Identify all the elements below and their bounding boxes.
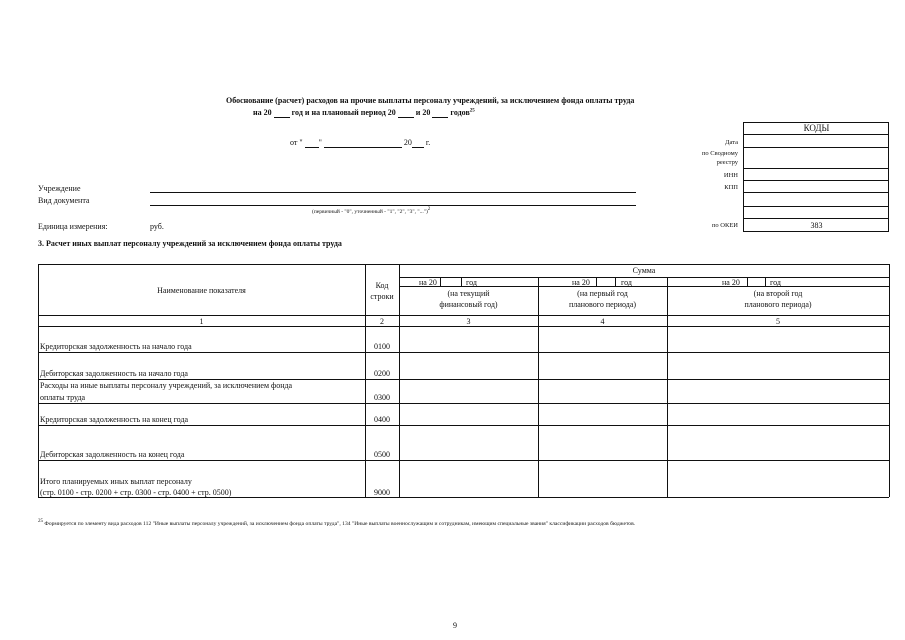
date-day-blank[interactable] [305, 138, 319, 148]
codes-label-date: Дата [725, 139, 738, 146]
footnote-ref: 25 [469, 108, 475, 114]
codes-header: КОДЫ [803, 123, 830, 133]
col-header-code-2: строки [370, 292, 394, 301]
year-blank-2[interactable] [398, 108, 414, 118]
doc-type-label: Вид документа [38, 196, 90, 205]
year2-desc2: планового периода) [568, 300, 637, 309]
row-0500-name: Дебиторская задолженность на конец года [40, 450, 185, 459]
row-0300-code: 0300 [374, 393, 390, 402]
section-title: 3. Расчет иных выплат персоналу учреждений за исключением фонда оплаты труда [38, 239, 342, 248]
row-9000-name-1: Итого планируемых иных выплат персоналу [40, 477, 192, 486]
institution-label: Учреждение [38, 184, 81, 193]
subtitle-part3: и 20 [415, 108, 431, 117]
codes-label-inn: ИНН [723, 172, 738, 179]
footnote [38, 519, 635, 527]
year2-desc1: (на первый год [577, 289, 628, 298]
row-0200-name: Дебиторская задолженность на начало года [40, 369, 188, 378]
doc-type-hint-sup: 2 [427, 207, 431, 212]
page-subtitle [253, 108, 475, 118]
year3-desc2: планового периода) [744, 300, 812, 309]
row-0400-name: Кредиторская задолженность на конец года [40, 415, 189, 424]
col-header-sum: Сумма [632, 266, 656, 275]
unit-label: Единица измерения: [38, 222, 108, 231]
year1-suffix: год [466, 278, 477, 287]
date-quote: " [318, 138, 322, 147]
date-year-prefix: 20 [403, 138, 412, 147]
date-year-suffix: г. [425, 138, 431, 147]
date-month-blank[interactable] [324, 138, 402, 148]
col-header-code-1: Код [375, 281, 389, 290]
row-9000-code: 9000 [374, 488, 390, 497]
codes-label-okei: по ОКЕИ [711, 222, 738, 229]
year3-suffix: год [770, 278, 781, 287]
page-number: 9 [453, 621, 457, 630]
row-9000-name-2: (стр. 0100 - стр. 0200 + стр. 0300 - стр. 0400 + стр. 0500) [40, 488, 232, 497]
institution-field[interactable] [150, 192, 636, 193]
footnote-number: 25 [38, 519, 43, 524]
row-0300-name-1: Расходы на иные выплаты персоналу учреждений, за исключением фонда [40, 381, 293, 390]
row-0100-code: 0100 [374, 342, 390, 351]
row-0400-code: 0400 [374, 415, 390, 424]
date-from-label: от " [290, 138, 303, 147]
year3-prefix: на 20 [722, 278, 740, 287]
codes-box [743, 122, 889, 232]
page-title: Обоснование (расчет) расходов на прочие выплаты персоналу учреждений, за исключением фонда оплаты труда [226, 96, 635, 105]
date-line [290, 138, 430, 148]
year2-suffix: год [621, 278, 632, 287]
subtitle-part2: год и на плановый период 20 [291, 108, 396, 117]
col-number-1: 1 [199, 317, 204, 326]
col-number-3: 3 [466, 317, 471, 326]
codes-okei-value: 383 [810, 221, 823, 230]
codes-label-kpp: КПП [724, 184, 738, 191]
row-0300-name-2: оплаты труда [40, 393, 86, 402]
codes-label-register2: реестру [716, 159, 738, 166]
year2-prefix: на 20 [572, 278, 590, 287]
codes-label-register1: по Сводному [701, 150, 738, 157]
doc-type-hint [312, 207, 430, 215]
row-0500-code: 0500 [374, 450, 390, 459]
year-blank-1[interactable] [274, 108, 290, 118]
col-header-name: Наименование показателя [157, 286, 246, 295]
subtitle-part1: на 20 [253, 108, 272, 117]
doc-type-hint-text: (первичный - "0", уточненный - "1", "2", "3", "...") [312, 208, 428, 215]
doc-type-field[interactable] [150, 205, 636, 206]
year1-desc1: (на текущий [447, 289, 490, 298]
date-year-blank[interactable] [412, 138, 424, 148]
year1-prefix: на 20 [419, 278, 437, 287]
footnote-text: Формируется по элементу вида расходов 112 "Иные выплаты персоналу учреждений, за исключением фонда оплаты труда", 134 "Иные выплаты военнослужащим и сотрудникам, имеющим специальные звания" классификации расходов бюджетов. [44, 520, 636, 527]
row-0200-code: 0200 [374, 369, 390, 378]
row-0100-name: Кредиторская задолженность на начало года [40, 342, 192, 351]
year3-desc1: (на второй год [753, 289, 803, 298]
year1-desc2: финансовый год) [439, 300, 498, 309]
col-number-4: 4 [600, 317, 605, 326]
col-number-2: 2 [380, 317, 384, 326]
unit-value: руб. [150, 222, 164, 231]
subtitle-part4: годов [450, 108, 470, 117]
col-number-5: 5 [776, 317, 780, 326]
year-blank-3[interactable] [432, 108, 448, 118]
